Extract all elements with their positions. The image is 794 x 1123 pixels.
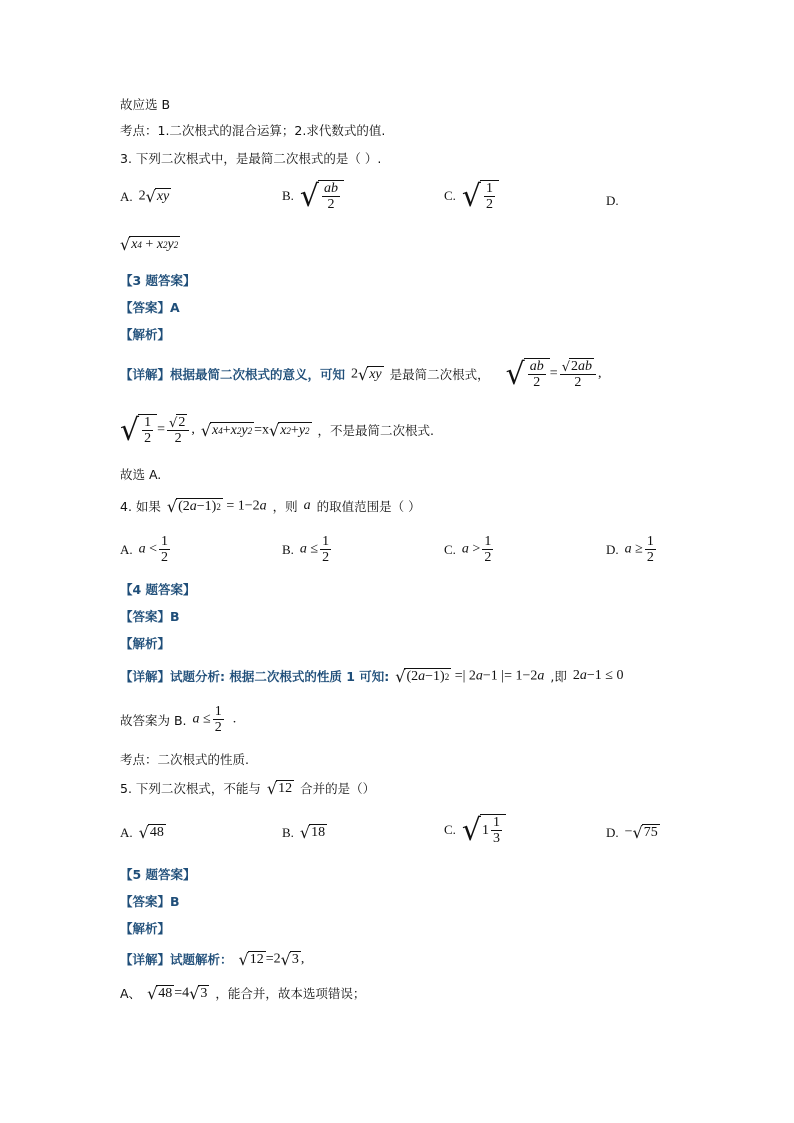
q3-option-d: D. (606, 193, 619, 208)
q5-detail: 【详解】试题解析： √ 12 =2 √ 3 , (120, 949, 305, 969)
line-keypoint: 考点：1.二次根式的混合运算；2.求代数式的值. (120, 123, 386, 138)
q4-answer-title: 【4 题答案】 (120, 582, 196, 597)
q4-option-b: B. a ≤ $\frac{1}{2}$ (282, 534, 330, 565)
q3-detail-line1: 【详解】根据最简二次根式的意义，可知 2 √ xy 是最简二次根式， √ $\frac{ab}{2}$ = √ 2 ab 2 , (120, 357, 602, 392)
q3-analysis: 【解析】 (120, 327, 171, 342)
q3-option-c: C. √ $\frac{1}{2}$ (444, 180, 499, 212)
q3-answer: 【答案】A (120, 300, 180, 315)
q3-answer-title: 【3 题答案】 (120, 273, 196, 288)
q3-option-a: A. 2 √ xy (120, 187, 170, 206)
q4-analysis: 【解析】 (120, 636, 171, 651)
q5-analysis: 【解析】 (120, 921, 171, 936)
q4-keypoint: 考点：二次根式的性质. (120, 752, 249, 767)
q5-answer: 【答案】B (120, 894, 180, 909)
q4-result: 故答案为 B. a ≤ $\frac{1}{2}$ . (120, 704, 237, 735)
q3-option-b: B. √ $\frac{ab}{2}$ (282, 180, 344, 212)
q3-option-d-expr: √ x 4 + x 2 y 2 (120, 235, 179, 254)
q5-answer-title: 【5 题答案】 (120, 867, 196, 882)
question-4: 4. 如果 √ (2 a −1) 2 = 1−2a ，则 a 的取值范围是（ ） (120, 496, 421, 516)
q5-option-d: D. − √ 75 (606, 823, 658, 842)
question-5: 5. 下列二次根式，不能与 √ 12 合并的是（） (120, 778, 376, 798)
q4-option-d: D. a ≥ $\frac{1}{2}$ (606, 534, 654, 565)
q5-option-a-explain: A、 √ 48 =4 √ 3 ，能合并，故本选项错误； (120, 983, 366, 1003)
q4-option-a: A. a < $\frac{1}{2}$ (120, 534, 169, 565)
q3-conclusion: 故选 A. (120, 467, 162, 482)
line-conclusion: 故应选 B (120, 97, 171, 112)
q5-option-b: B. √ 18 (282, 823, 326, 842)
q4-option-c: C. a > $\frac{1}{2}$ (444, 534, 492, 565)
q4-answer: 【答案】B (120, 609, 180, 624)
q3-detail-line2: √ $\frac{1}{2}$ = √ 2 2 , √ x 4 + x 2 y 2 =x √ x 2 + y 2 ，不是最简二次根式. (120, 413, 435, 448)
q5-option-a: A. √ 48 (120, 823, 164, 842)
q5-option-c: C. √ 1 $\frac{1}{3}$ (444, 814, 506, 846)
question-3: 3. 下列二次根式中，是最简二次根式的是（ ）. (120, 151, 382, 166)
q4-detail: 【详解】试题分析: 根据二次根式的性质 1 可知: √ (2 a −1) 2 =| 2a−1 |= 1−2a ,即 2a−1 ≤ 0 (120, 666, 624, 686)
